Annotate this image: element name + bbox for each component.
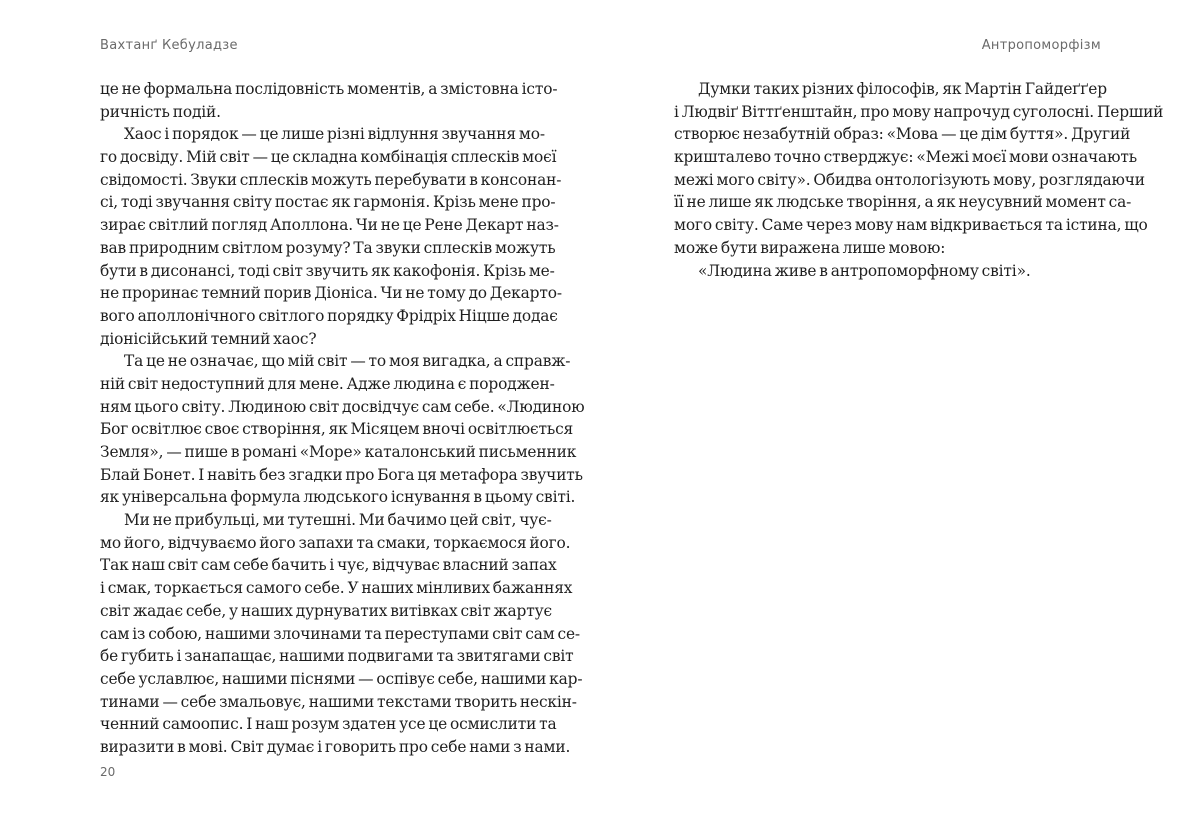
paragraph [100, 123, 562, 350]
text-line: мого світу. Саме через мову нам відкривається та істина, що [674, 216, 1148, 235]
text-line: бути в дисонансі, тоді світ звучить як какофонія. Крізь ме- [100, 261, 555, 280]
text-line: як універсальна формула людського існування в цьому світі. [100, 488, 576, 507]
text-line: сам із собою, нашими злочинами та переступами світ сам се- [100, 624, 580, 643]
right-page-body-text [674, 78, 1164, 282]
text-line: і Людвіґ Віттґенштайн, про мову напрочуд суголосні. Перший [674, 102, 1164, 121]
text-line: Земля», — пише в романі «Море» каталонський письменник [100, 443, 577, 461]
text-line: ричність подій. [100, 102, 221, 121]
text-line: сі, тоді звучання світу постає як гармонія. Крізь мене про- [100, 193, 556, 212]
text-line: виразити в мові. Світ думає і говорить про себе нами з нами. [100, 737, 571, 756]
text-line: Думки таких різних філософів, як Мартін Гайдеґґер [698, 80, 1107, 98]
text-line: діонісійський темний хаос? [100, 329, 317, 348]
text-line: Та це не означає, що мій світ — то моя вигадка, а справж- [124, 352, 571, 371]
text-line: го досвіду. Мій світ — це складна комбінація сплесків моєї [100, 148, 557, 167]
text-line: тинами — себе змальовує, нашими текстами творить нескін- [100, 692, 577, 711]
text-line: це не формальна послідовність моментів, а змістовна істо- [100, 80, 558, 98]
text-line: Хаос і порядок — це лише різні відлуння звучання мо- [124, 125, 545, 144]
text-line: Ми не прибульці, ми тутешні. Ми бачимо цей світ, чує- [124, 511, 552, 530]
text-line: ченний самоопис. І наш розум здатен усе це осмислити та [100, 715, 557, 734]
running-header-chapter: Антропоморфізм [981, 38, 1101, 53]
text-line: Бог освітлює своє створіння, як Місяцем вночі освітлюється [100, 420, 574, 439]
text-line: і смак, торкається самого себе. У наших мінливих бажаннях [100, 579, 573, 598]
text-line: вав природним світлом розуму? Та звуки сплесків можуть [100, 238, 556, 257]
paragraph [674, 78, 1164, 260]
text-line: її не лише як людське творіння, а як неусувний момент са- [674, 193, 1132, 212]
text-line: «Людина живе в антропоморфному світі». [698, 261, 1031, 280]
paragraph [100, 78, 558, 123]
text-line: ній світ недоступний для мене. Адже людина є породжен- [100, 374, 555, 393]
text-line: Блай Бонет. І навіть без згадки про Бога ця метафора звучить [100, 465, 583, 484]
text-line: свідомості. Звуки сплесків можуть перебувати в консонан- [100, 170, 562, 189]
paragraph [100, 509, 583, 759]
text-line: може бути виражена лише мовою: [674, 238, 946, 257]
left-page-body-text [100, 78, 585, 759]
text-line: кришталево точно стверджує: «Межі моєї мови означають [674, 148, 1137, 167]
text-line: бе губить і занапащає, нашими подвигами та звитягами світ [100, 647, 574, 666]
right-page [600, 0, 1200, 828]
text-line: створює незабутній образ: «Мова — це дім буття». Другий [674, 125, 1131, 144]
text-line: світ жадає себе, у наших дурнуватих витівках світ жартує [100, 601, 552, 620]
text-line: вого аполлонічного світлого порядку Фрідріх Ніцше додає [100, 306, 558, 325]
text-line: себе уславлює, нашими піснями — оспівує себе, нашими кар- [100, 669, 583, 688]
running-header-author: Вахтанґ Кебуладзе [100, 38, 238, 53]
text-line: не проринає темний порив Діоніса. Чи не тому до Декарто- [100, 284, 562, 303]
paragraph [100, 350, 585, 509]
text-line: межі мого світу». Обидва онтологізують мову, розглядаючи [674, 170, 1145, 189]
text-line: зирає світлий погляд Аполлона. Чи не це Рене Декарт наз- [100, 216, 559, 235]
text-line: Так наш світ сам себе бачить і чує, відчуває власний запах [100, 556, 557, 575]
text-line: ням цього світу. Людиною світ досвідчує сам себе. «Людиною [100, 397, 585, 416]
paragraph [674, 260, 1101, 283]
page-number: 20 [100, 765, 116, 779]
text-line: мо його, відчуваємо його запахи та смаки, торкаємося його. [100, 533, 571, 552]
